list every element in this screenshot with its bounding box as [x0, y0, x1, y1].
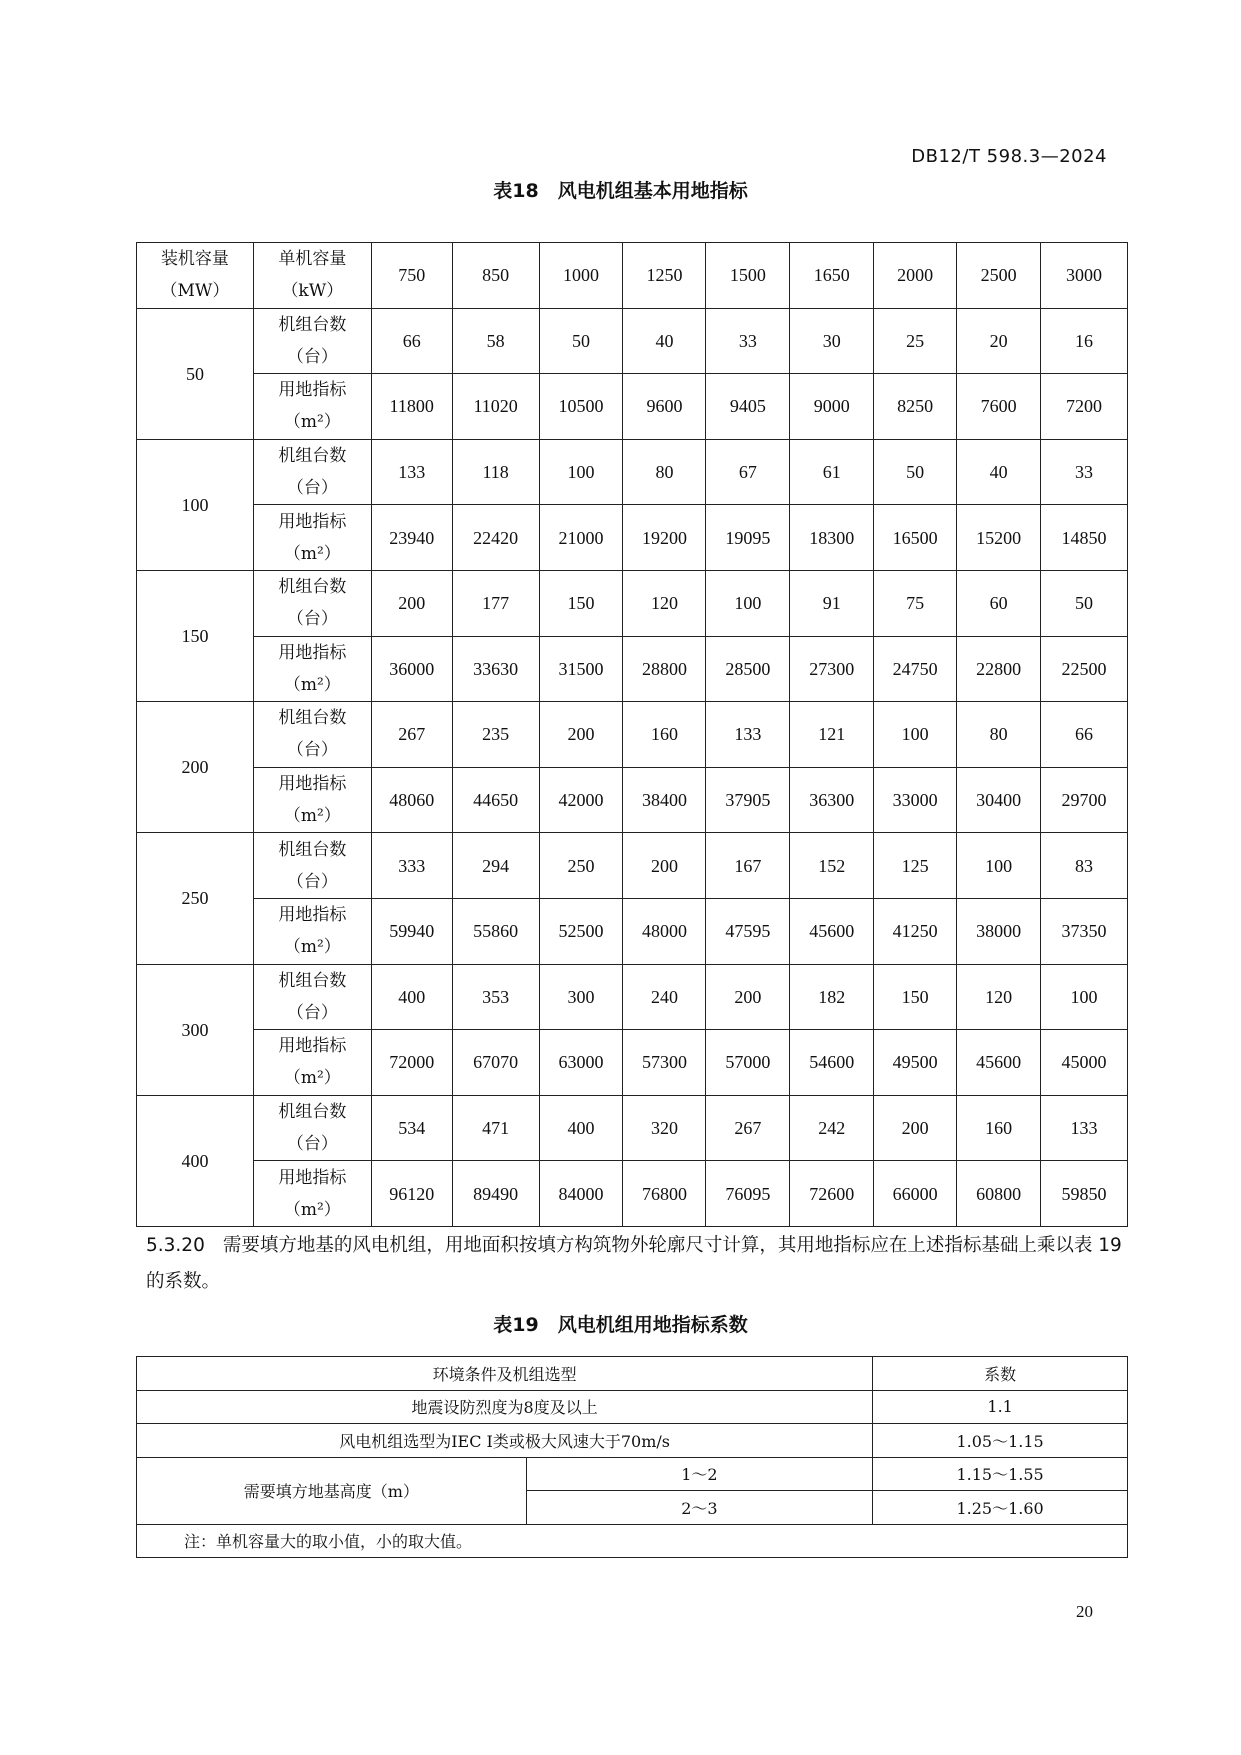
- land-area-cell: 76800: [623, 1161, 706, 1227]
- table18: [136, 242, 1128, 1227]
- unit-count-cell: 320: [623, 1095, 706, 1161]
- unit-count-cell: 400: [371, 964, 452, 1030]
- unit-capacity-cell: 2500: [957, 243, 1041, 309]
- land-area-cell: 36000: [371, 636, 452, 702]
- clause-text: 需要填方地基的风电机组，用地面积按填方构筑物外轮廓尺寸计算，其用地指标应在上述指标基础上乘以表 19 的系数。: [146, 1235, 1122, 1292]
- installed-capacity-cell: 400: [137, 1095, 254, 1226]
- label-line: 用地指标: [278, 774, 347, 795]
- label-line: （m²）: [283, 1068, 341, 1089]
- unit-count-cell: 67: [706, 439, 790, 505]
- land-area-cell: 19200: [623, 505, 706, 571]
- unit-count-cell: 50: [539, 308, 623, 374]
- table-row: [137, 898, 1128, 964]
- table19-head-coefficient: 系数: [873, 1357, 1128, 1391]
- installed-capacity-cell: 300: [137, 964, 254, 1095]
- land-area-cell: 9405: [706, 374, 790, 440]
- land-area-cell: 37905: [706, 767, 790, 833]
- label-line: 用地指标: [278, 380, 347, 401]
- unit-count-cell: 33: [706, 308, 790, 374]
- land-area-cell: 37350: [1041, 898, 1128, 964]
- land-area-cell: 33000: [874, 767, 957, 833]
- unit-count-cell: 182: [790, 964, 874, 1030]
- land-area-cell: 7600: [957, 374, 1041, 440]
- land-area-cell: 49500: [874, 1030, 957, 1096]
- unit-count-cell: 160: [623, 702, 706, 768]
- installed-capacity-cell: 200: [137, 702, 254, 833]
- land-area-cell: 7200: [1041, 374, 1128, 440]
- unit-count-cell: 294: [452, 833, 539, 899]
- unit-count-cell: 80: [623, 439, 706, 505]
- land-area-cell: 57000: [706, 1030, 790, 1096]
- label-line: （m²）: [283, 806, 341, 827]
- land-area-cell: 15200: [957, 505, 1041, 571]
- label-line: （kW）: [281, 281, 344, 302]
- table19-condition: 风电机组选型为IEC I类或极大风速大于70m/s: [137, 1424, 873, 1458]
- unit-count-cell: 100: [957, 833, 1041, 899]
- count-label: [253, 308, 371, 374]
- land-area-cell: 9600: [623, 374, 706, 440]
- table-row: [137, 1030, 1128, 1096]
- page-number: 20: [1076, 1602, 1093, 1621]
- unit-count-cell: 61: [790, 439, 874, 505]
- area-label: [253, 505, 371, 571]
- table-row: [137, 505, 1128, 571]
- land-area-cell: 11020: [452, 374, 539, 440]
- unit-count-cell: 150: [539, 570, 623, 636]
- clause-5-3-20: [146, 1228, 1126, 1300]
- land-area-cell: 59940: [371, 898, 452, 964]
- unit-count-cell: 200: [371, 570, 452, 636]
- unit-count-cell: 100: [706, 570, 790, 636]
- land-area-cell: 30400: [957, 767, 1041, 833]
- table-row: [137, 1457, 1128, 1491]
- label-line: （m²）: [283, 937, 341, 958]
- unit-count-cell: 267: [371, 702, 452, 768]
- label-line: 用地指标: [278, 1167, 347, 1188]
- unit-count-cell: 33: [1041, 439, 1128, 505]
- unit-count-cell: 40: [623, 308, 706, 374]
- table19-coefficient: 1.1: [873, 1390, 1128, 1424]
- unit-count-cell: 83: [1041, 833, 1128, 899]
- land-area-cell: 33630: [452, 636, 539, 702]
- table-row: [137, 439, 1128, 505]
- land-area-cell: 9000: [790, 374, 874, 440]
- unit-count-cell: 235: [452, 702, 539, 768]
- unit-capacity-cell: 1650: [790, 243, 874, 309]
- unit-capacity-cell: 1500: [706, 243, 790, 309]
- table-row: [137, 833, 1128, 899]
- label-line: 机组台数: [278, 839, 347, 860]
- unit-count-cell: 66: [1041, 702, 1128, 768]
- count-label: [253, 439, 371, 505]
- count-label: [253, 702, 371, 768]
- unit-capacity-cell: 3000: [1041, 243, 1128, 309]
- label-line: （m²）: [283, 1199, 341, 1220]
- unit-count-cell: 333: [371, 833, 452, 899]
- unit-count-cell: 250: [539, 833, 623, 899]
- unit-count-cell: 200: [539, 702, 623, 768]
- table19-note: 注：单机容量大的取小值，小的取大值。: [137, 1524, 1128, 1558]
- land-area-cell: 27300: [790, 636, 874, 702]
- header-unit-capacity: [253, 243, 371, 309]
- installed-capacity-cell: 250: [137, 833, 254, 964]
- unit-count-cell: 200: [706, 964, 790, 1030]
- land-area-cell: 52500: [539, 898, 623, 964]
- table19: [136, 1356, 1128, 1558]
- label-line: 用地指标: [278, 905, 347, 926]
- land-area-cell: 18300: [790, 505, 874, 571]
- unit-capacity-cell: 1000: [539, 243, 623, 309]
- count-label: [253, 570, 371, 636]
- land-area-cell: 22500: [1041, 636, 1128, 702]
- installed-capacity-cell: 150: [137, 570, 254, 701]
- unit-count-cell: 300: [539, 964, 623, 1030]
- label-line: （m²）: [283, 543, 341, 564]
- unit-count-cell: 353: [452, 964, 539, 1030]
- unit-count-cell: 400: [539, 1095, 623, 1161]
- unit-count-cell: 240: [623, 964, 706, 1030]
- label-line: （MW）: [160, 281, 230, 302]
- table19-condition: 地震设防烈度为8度及以上: [137, 1390, 873, 1424]
- unit-capacity-cell: 850: [452, 243, 539, 309]
- land-area-cell: 54600: [790, 1030, 874, 1096]
- land-area-cell: 16500: [874, 505, 957, 571]
- unit-count-cell: 200: [874, 1095, 957, 1161]
- label-line: 机组台数: [278, 1102, 347, 1123]
- table19-header-row: [137, 1357, 1128, 1391]
- table-row: [137, 702, 1128, 768]
- table19-head-condition: 环境条件及机组选型: [137, 1357, 873, 1391]
- unit-count-cell: 30: [790, 308, 874, 374]
- unit-count-cell: 167: [706, 833, 790, 899]
- unit-count-cell: 50: [1041, 570, 1128, 636]
- land-area-cell: 60800: [957, 1161, 1041, 1227]
- label-line: （m²）: [283, 674, 341, 695]
- area-label: [253, 374, 371, 440]
- land-area-cell: 42000: [539, 767, 623, 833]
- label-line: 用地指标: [278, 1036, 347, 1057]
- document-code: DB12/T 598.3—2024: [911, 146, 1107, 167]
- unit-count-cell: 133: [371, 439, 452, 505]
- label-line: 机组台数: [278, 314, 347, 335]
- land-area-cell: 57300: [623, 1030, 706, 1096]
- unit-count-cell: 152: [790, 833, 874, 899]
- label-line: （台）: [286, 609, 338, 630]
- unit-count-cell: 534: [371, 1095, 452, 1161]
- label-line: 机组台数: [278, 708, 347, 729]
- unit-count-cell: 133: [1041, 1095, 1128, 1161]
- header-installed-capacity: [137, 243, 254, 309]
- table-row: [137, 767, 1128, 833]
- label-line: （台）: [286, 1002, 338, 1023]
- land-area-cell: 29700: [1041, 767, 1128, 833]
- unit-capacity-cell: 750: [371, 243, 452, 309]
- land-area-cell: 28500: [706, 636, 790, 702]
- unit-count-cell: 160: [957, 1095, 1041, 1161]
- unit-count-cell: 16: [1041, 308, 1128, 374]
- unit-count-cell: 25: [874, 308, 957, 374]
- land-area-cell: 72600: [790, 1161, 874, 1227]
- land-area-cell: 45000: [1041, 1030, 1128, 1096]
- land-area-cell: 11800: [371, 374, 452, 440]
- table-row: [137, 964, 1128, 1030]
- unit-count-cell: 471: [452, 1095, 539, 1161]
- label-line: 机组台数: [278, 970, 347, 991]
- unit-count-cell: 91: [790, 570, 874, 636]
- label-line: （台）: [286, 478, 338, 499]
- table-row: [137, 636, 1128, 702]
- land-area-cell: 63000: [539, 1030, 623, 1096]
- label-line: 机组台数: [278, 577, 347, 598]
- land-area-cell: 22800: [957, 636, 1041, 702]
- table18-header-row: [137, 243, 1128, 309]
- label-line: 装机容量: [160, 249, 229, 270]
- unit-count-cell: 121: [790, 702, 874, 768]
- unit-count-cell: 75: [874, 570, 957, 636]
- land-area-cell: 19095: [706, 505, 790, 571]
- land-area-cell: 14850: [1041, 505, 1128, 571]
- area-label: [253, 1161, 371, 1227]
- unit-capacity-cell: 1250: [623, 243, 706, 309]
- table19-fill-range: 2～3: [526, 1491, 873, 1525]
- land-area-cell: 84000: [539, 1161, 623, 1227]
- unit-count-cell: 66: [371, 308, 452, 374]
- land-area-cell: 38000: [957, 898, 1041, 964]
- land-area-cell: 28800: [623, 636, 706, 702]
- land-area-cell: 48060: [371, 767, 452, 833]
- land-area-cell: 45600: [957, 1030, 1041, 1096]
- table19-note-row: [137, 1524, 1128, 1558]
- land-area-cell: 10500: [539, 374, 623, 440]
- table-row: [137, 570, 1128, 636]
- table-row: [137, 374, 1128, 440]
- land-area-cell: 96120: [371, 1161, 452, 1227]
- land-area-cell: 59850: [1041, 1161, 1128, 1227]
- table19-coefficient: 1.15～1.55: [873, 1457, 1128, 1491]
- table19-fill-range: 1～2: [526, 1457, 873, 1491]
- land-area-cell: 22420: [452, 505, 539, 571]
- label-line: （台）: [286, 740, 338, 761]
- land-area-cell: 66000: [874, 1161, 957, 1227]
- land-area-cell: 44650: [452, 767, 539, 833]
- land-area-cell: 36300: [790, 767, 874, 833]
- unit-count-cell: 120: [957, 964, 1041, 1030]
- table18-title: 表18 风电机组基本用地指标: [493, 180, 748, 202]
- table-row: [137, 1161, 1128, 1227]
- land-area-cell: 31500: [539, 636, 623, 702]
- unit-count-cell: 150: [874, 964, 957, 1030]
- table19-fill-label: 需要填方地基高度（m）: [137, 1457, 527, 1524]
- land-area-cell: 41250: [874, 898, 957, 964]
- label-line: （台）: [286, 346, 338, 367]
- unit-count-cell: 100: [1041, 964, 1128, 1030]
- table-row: [137, 1390, 1128, 1424]
- area-label: [253, 1030, 371, 1096]
- land-area-cell: 55860: [452, 898, 539, 964]
- label-line: （台）: [286, 1134, 338, 1155]
- land-area-cell: 76095: [706, 1161, 790, 1227]
- unit-count-cell: 267: [706, 1095, 790, 1161]
- land-area-cell: 23940: [371, 505, 452, 571]
- table19-coefficient: 1.05～1.15: [873, 1424, 1128, 1458]
- label-line: 用地指标: [278, 642, 347, 663]
- installed-capacity-cell: 50: [137, 308, 254, 439]
- land-area-cell: 24750: [874, 636, 957, 702]
- label-line: 机组台数: [278, 446, 347, 467]
- land-area-cell: 38400: [623, 767, 706, 833]
- count-label: [253, 833, 371, 899]
- unit-count-cell: 50: [874, 439, 957, 505]
- unit-count-cell: 125: [874, 833, 957, 899]
- table-row: [137, 1095, 1128, 1161]
- unit-count-cell: 60: [957, 570, 1041, 636]
- land-area-cell: 8250: [874, 374, 957, 440]
- table-row: [137, 308, 1128, 374]
- unit-count-cell: 100: [874, 702, 957, 768]
- unit-capacity-cell: 2000: [874, 243, 957, 309]
- unit-count-cell: 118: [452, 439, 539, 505]
- unit-count-cell: 133: [706, 702, 790, 768]
- unit-count-cell: 100: [539, 439, 623, 505]
- unit-count-cell: 80: [957, 702, 1041, 768]
- count-label: [253, 1095, 371, 1161]
- label-line: （台）: [286, 871, 338, 892]
- unit-count-cell: 20: [957, 308, 1041, 374]
- label-line: （m²）: [283, 412, 341, 433]
- unit-count-cell: 200: [623, 833, 706, 899]
- land-area-cell: 48000: [623, 898, 706, 964]
- land-area-cell: 89490: [452, 1161, 539, 1227]
- area-label: [253, 898, 371, 964]
- unit-count-cell: 177: [452, 570, 539, 636]
- unit-count-cell: 120: [623, 570, 706, 636]
- land-area-cell: 67070: [452, 1030, 539, 1096]
- unit-count-cell: 40: [957, 439, 1041, 505]
- land-area-cell: 45600: [790, 898, 874, 964]
- count-label: [253, 964, 371, 1030]
- land-area-cell: 21000: [539, 505, 623, 571]
- unit-count-cell: 58: [452, 308, 539, 374]
- area-label: [253, 636, 371, 702]
- table19-title: 表19 风电机组用地指标系数: [493, 1314, 748, 1336]
- land-area-cell: 47595: [706, 898, 790, 964]
- table19-coefficient: 1.25～1.60: [873, 1491, 1128, 1525]
- clause-number: 5.3.20: [146, 1235, 205, 1256]
- area-label: [253, 767, 371, 833]
- label-line: 用地指标: [278, 511, 347, 532]
- unit-count-cell: 242: [790, 1095, 874, 1161]
- label-line: 单机容量: [278, 249, 347, 270]
- installed-capacity-cell: 100: [137, 439, 254, 570]
- land-area-cell: 72000: [371, 1030, 452, 1096]
- table-row: [137, 1424, 1128, 1458]
